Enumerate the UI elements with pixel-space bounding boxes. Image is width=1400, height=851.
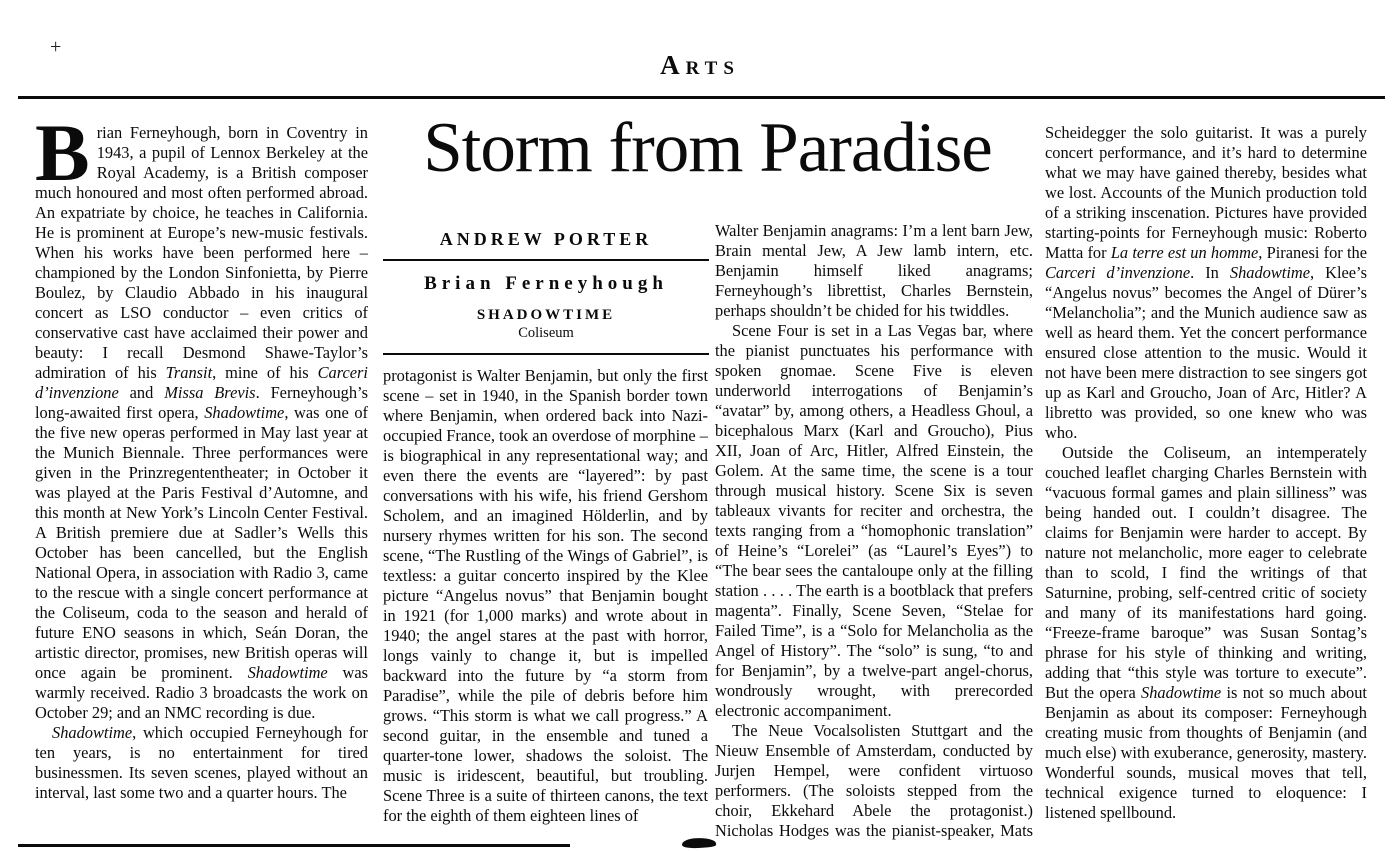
- italic-run: La terre est un homme: [1110, 243, 1259, 262]
- registration-mark: +: [50, 36, 62, 58]
- paragraph: [35, 723, 368, 803]
- italic-run: Carceri d’invenzione: [35, 363, 368, 402]
- paragraph: [715, 321, 1033, 721]
- text-run: , mine of his: [212, 363, 318, 382]
- italic-run: Carceri d’invenzione: [1045, 263, 1191, 282]
- ink-smudge: [682, 837, 717, 849]
- section-header: Arts: [660, 50, 740, 80]
- byline-rule: [383, 259, 709, 261]
- byline: ANDREW PORTER: [439, 229, 653, 249]
- text-run: is not so much about Benjamin as about its composer: Ferneyhough creating music from thoughts of Benjamin (and much else) with exuberance, generosity, mastery. Wonderful sounds, musical moves that tell, technical exigence turned to eloquence: I listened spellbound.: [1045, 683, 1367, 822]
- text-run: The Neue Vocalsolisten Stuttgart and the Nieuw Ensemble of Amsterdam, conducted by Jurjen Hempel, were confident virtuoso performers. (The soloists stepped from the choir, Ekkehard Abele the protagonist.) Nicholas Hodges was the pianist-speaker, Mats: [715, 721, 1033, 840]
- paragraph: [383, 366, 708, 826]
- italic-run: Shadowtime: [1141, 683, 1222, 702]
- text-run: was warmly received. Radio 3 broadcasts the work on October 29; and an NMC recording is due.: [35, 663, 369, 722]
- text-run: , was one of the five new operas performed in May last year at the Munich Biennale. Three performances were given in the Prinzregententheater; in October it was played at the Paris Festival d’Automne, and this month at New York’s Lincoln Center Festival. A British premiere due at Sadler’s Wells this October has been cancelled, but the English National Opera, in association with Radio 3, came to the rescue with a single concert performance at the Coliseum, coda to the season and herald of future ENO seasons in which, Seán Doran, the artistic director, promises, new British operas will once again be prominent.: [35, 403, 368, 682]
- byline-block-bottom-rule: [383, 353, 709, 355]
- italic-run: Shadowtime: [247, 663, 328, 682]
- paragraph: [1045, 123, 1367, 443]
- text-run: protagonist is Walter Benjamin, but only the first scene – set in 1940, in the Spanish border town where Benjamin, when ordered back into Nazi-occupied France, took an overdose of morphine – is biographical in any representational way; and even there the events are “layered”: by past conversations with his wife, his friend Gershom Scholem, and an imagined Hölderlin, and by nursery rhymes written for his son. The second scene, “The Rustling of the Wings of Gabriel”, is textless: a guitar concerto inspired by the Klee picture “Angelus novus” that Benjamin bought in 1921 (for 1,000 marks) and wrote about in 1940; the angel stares at the past with horror, longs vainly to change it, but is impelled backward into the future by “a storm from Paradise”, while the pile of debris before him grows. “This storm is what we call progress.” A second guitar, in the ensemble and tuned a quarter-tone lower, shadows the soloist. The music is iridescent, beautiful, but troubling. Scene Three is a suite of thirteen canons, the text for the eighth of them eighteen lines of: [383, 366, 708, 825]
- drop-cap: B: [35, 107, 90, 198]
- text-run: . In: [1190, 263, 1230, 282]
- column-3: [715, 221, 1033, 841]
- text-run: . Ferneyhough’s long-awaited first opera,: [35, 383, 368, 422]
- text-run: Scene Four is set in a Las Vegas bar, where the pianist punctuates his performance with spoken gnomae. Scene Five is eleven underworld interrogations of Benjamin’s “avatar” by, among others, a Headless Ghoul, a bicephalous Marx (Karl and Groucho), Pius XII, Joan of Arc, Hitler, Alfred Einstein, the Golem. At the same time, the scene is a tour through musical history. Scene Six is seven tableaux vivants for reciter and orchestra, the texts ranging from a “homophonic translation” of Heine’s “Lorelei” (as “Laurel’s Eyes”) to “The bear sees the cantaloupe only at the filling station . . . . The earth is a bootblack that prefers magenta”. Finally, Scene Seven, “Stelae for Failed Time”, is a “Solo for Melancholia as the Angel of History”. The “solo” is sung, “to and for Benjamin”, by a twelve-part angel-chorus, wondrously wrought, with prerecorded electronic accompaniment.: [715, 321, 1033, 720]
- paragraph: [1045, 443, 1367, 823]
- byline-block: [383, 229, 709, 355]
- paragraph: [715, 221, 1033, 321]
- venue-name: Coliseum: [518, 325, 574, 341]
- work-title: SHADOWTIME: [476, 307, 616, 323]
- text-run: , Klee’s “Angelus novus” becomes the Angel of Dürer’s “Melancholia”; and the Munich audience saw as well as heard them. Yet the concert performance ensured close attention to the music. Would it not have been mere distraction to see singers got up as Karl and Groucho, Joan of Arc, Hitler? A libretto was provided, so one knew who was who.: [1045, 263, 1367, 442]
- text-run: Outside the Coliseum, an intemperately couched leaflet charging Charles Bernstein with “vacuous formal games and plain silliness” was being handed out. I couldn’t disagree. The claims for Benjamin were harder to accept. By nature not melancholic, more eager to celebrate than to scold, I find the writings of that Saturnine, probing, self-centred critic of society and many of its manifestations hard going. “Freeze-frame baroque” was Susan Sontag’s phrase for his style of thinking and writing, adding that “this style was torture to execute”. But the opera: [1045, 443, 1367, 702]
- italic-run: Shadowtime: [52, 723, 133, 742]
- paragraph: [715, 721, 1033, 841]
- text-run: , which occupied Ferneyhough for ten years, is no entertainment for tired businessmen. Its seven scenes, played without an interval, last some two and a quarter hours. The: [35, 723, 368, 802]
- text-run: Walter Benjamin anagrams: I’m a lent barn Jew, Brain mental Jew, A Jew lamb intern, etc. Benjamin himself liked anagrams; Ferneyhough’s librettist, Charles Bernstein, perhaps shouldn’t be chided for his twiddles.: [715, 221, 1033, 320]
- column-4: [1045, 123, 1367, 823]
- header-rule: [18, 96, 1385, 99]
- text-run: and: [118, 383, 165, 402]
- italic-run: Shadowtime: [1229, 263, 1311, 282]
- column-1: [35, 107, 369, 803]
- article-title: Storm from Paradise: [423, 109, 992, 187]
- text-run: rian Ferneyhough, born in Coventry in 1943, a pupil of Lennox Berkeley at the Royal Academy, is a British composer much honoured and most often performed abroad. An expatriate by choice, he teaches in California. He is prominent at Europe’s new-music festivals. When his works have been performed here – championed by the London Sinfonietta, by Pierre Boulez, by Claudio Abbado in his inaugural concert as LSO conductor – even critics of conservative cast have acclaimed their power and beauty: I recall Desmond Shawe-Taylor’s admiration of his: [35, 123, 368, 382]
- text-run: Scheidegger the solo guitarist. It was a purely concert performance, and it’s hard to determine what we may have gained thereby, besides what we lost. Accounts of the Munich production told of a striking inscenation. Pictures have provided starting-points for Ferneyhough music: Roberto Matta for: [1045, 123, 1367, 262]
- paragraph: [35, 107, 369, 723]
- composer-name: Brian Ferneyhough: [424, 273, 668, 294]
- text-run: , Piranesi for the: [1258, 243, 1367, 262]
- footer-rule: [18, 844, 570, 847]
- italic-run: Shadowtime: [204, 403, 285, 422]
- italic-run: Transit: [165, 363, 213, 382]
- italic-run: Missa Brevis: [164, 383, 256, 402]
- column-2: [383, 366, 708, 826]
